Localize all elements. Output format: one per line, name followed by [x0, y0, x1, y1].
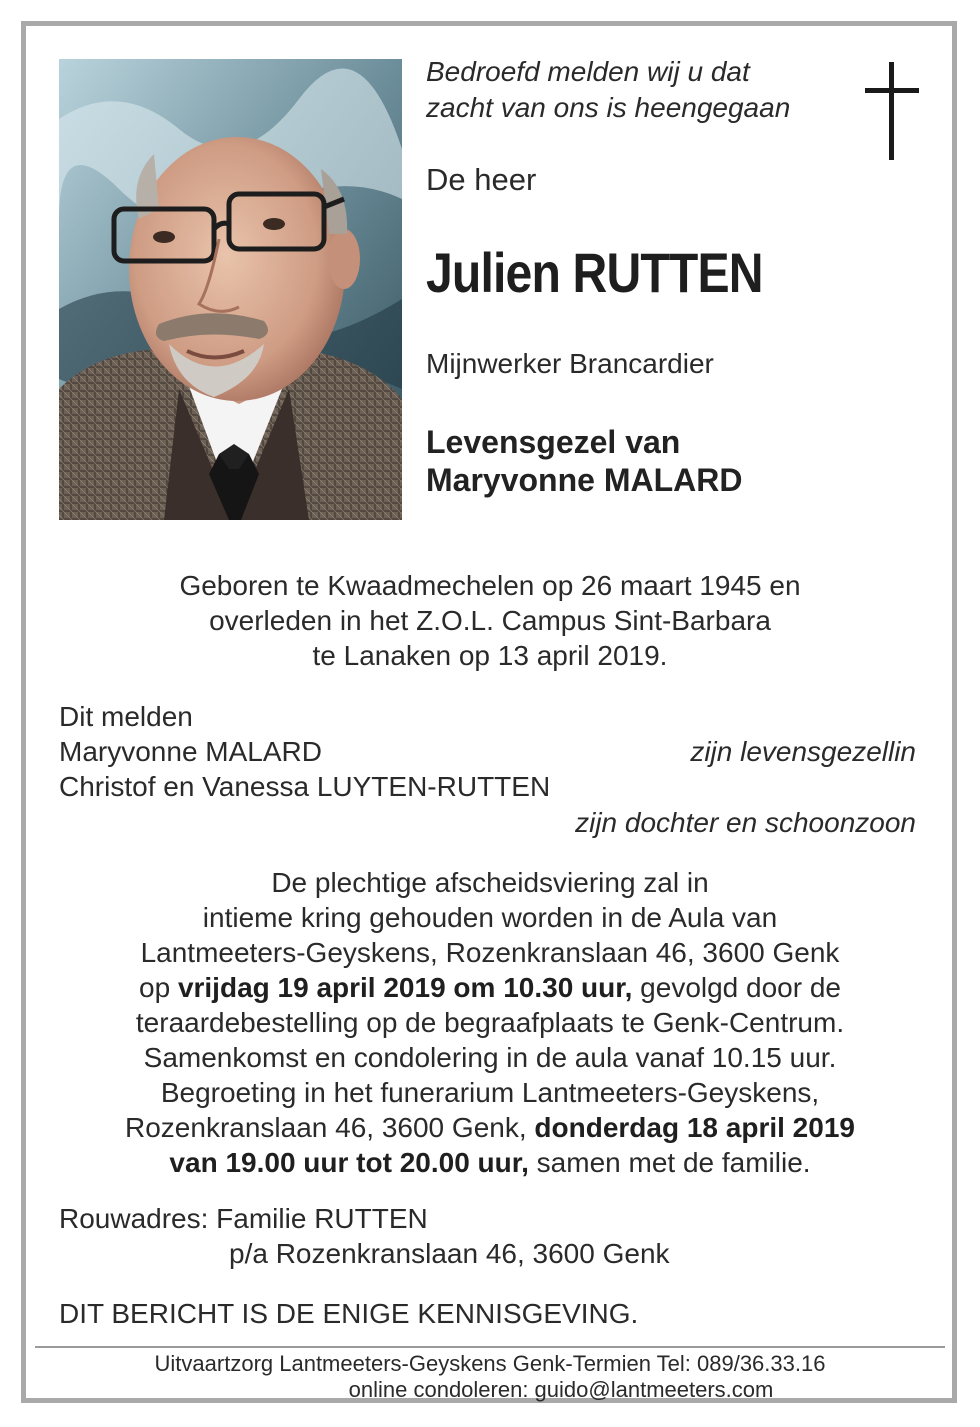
birth-death-text — [40, 568, 940, 673]
announcer-1-relation: zijn levensgezellin — [690, 736, 916, 767]
announcer-2: Christof en Vanessa LUYTEN-RUTTEN — [59, 771, 551, 802]
ceremony-line-7: Begroeting in het funerarium Lantmeeters-Geyskens, — [160, 1077, 820, 1108]
footer-line-1: Uitvaartzorg Lantmeeters-Geyskens Genk-Termien Tel: 089/36.33.16 — [154, 1351, 826, 1376]
deceased-name: Julien RUTTEN — [426, 241, 763, 304]
partner-line-1: Levensgezel van — [426, 424, 681, 460]
ceremony-line-5: teraardebestelling op de begraafplaats te Genk-Centrum. — [135, 1007, 845, 1038]
intro-line-2: zacht van ons is heengegaan — [426, 92, 791, 123]
ceremony-line-8: Rozenkranslaan 46, 3600 Genk, donderdag 18 april 2019 — [125, 1112, 855, 1143]
partner-block — [426, 423, 742, 499]
birth-death-line-3: te Lanaken op 13 april 2019. — [312, 640, 668, 671]
announcers-intro: Dit melden — [59, 701, 193, 732]
ceremony-line-2: intieme kring gehouden worden in de Aula van — [202, 902, 778, 933]
announcer-2-relation: zijn dochter en schoonzoon — [575, 807, 916, 838]
birth-death-line-2: overleden in het Z.O.L. Campus Sint-Barbara — [209, 605, 771, 636]
sole-notice: DIT BERICHT IS DE ENIGE KENNISGEVING. — [59, 1298, 639, 1329]
portrait-photo — [59, 59, 402, 520]
footer-line-2: online condoleren: guido@lantmeeters.com — [348, 1377, 774, 1402]
announcer-1: Maryvonne MALARD — [59, 736, 322, 767]
intro-line-1: Bedroefd melden wij u dat — [426, 56, 750, 87]
ceremony-line-3: Lantmeeters-Geyskens, Rozenkranslaan 46, 3600 Genk — [140, 937, 840, 968]
intro-text — [426, 54, 790, 126]
address-line-1: Rouwadres: Familie RUTTEN — [59, 1203, 428, 1234]
address-line-2: p/a Rozenkranslaan 46, 3600 Genk — [229, 1238, 670, 1269]
ceremony-line-6: Samenkomst en condolering in de aula vanaf 10.15 uur. — [143, 1042, 837, 1073]
ceremony-text — [40, 865, 940, 1180]
ceremony-line-1: De plechtige afscheidsviering zal in — [271, 867, 709, 898]
ceremony-line-4: op vrijdag 19 april 2019 om 10.30 uur, gevolgd door de — [139, 972, 841, 1003]
ceremony-line-9: van 19.00 uur tot 20.00 uur, samen met de familie. — [169, 1147, 811, 1178]
birth-death-line-1: Geboren te Kwaadmechelen op 26 maart 1945 en — [179, 570, 801, 601]
cross-icon — [862, 62, 922, 160]
partner-line-2: Maryvonne MALARD — [426, 462, 743, 498]
footer-divider — [35, 1346, 945, 1348]
profession: Mijnwerker Brancardier — [426, 348, 714, 379]
honorific: De heer — [426, 162, 537, 197]
